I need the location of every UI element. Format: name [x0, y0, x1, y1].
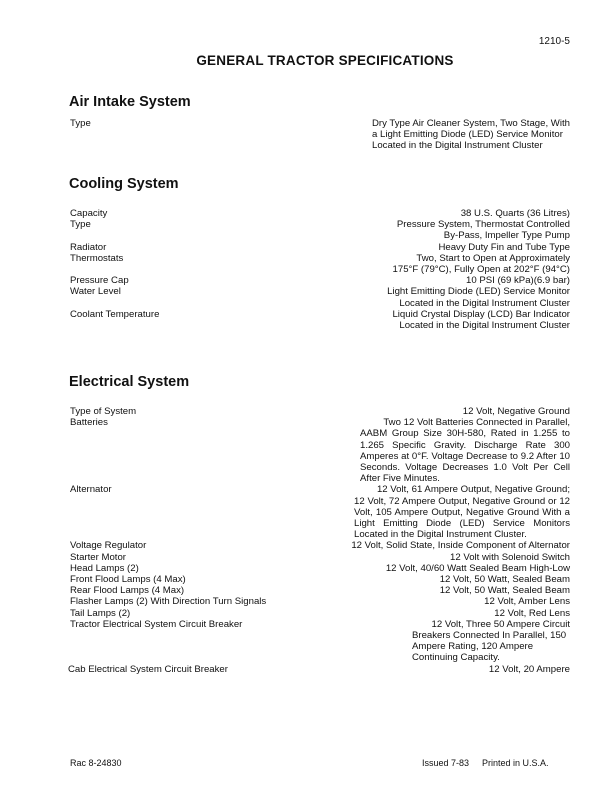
spec-label: Front Flood Lamps (4 Max)	[70, 574, 186, 586]
page-title: GENERAL TRACTOR SPECIFICATIONS	[196, 53, 454, 68]
spec-label: Voltage Regulator	[70, 540, 147, 552]
spec-row	[70, 574, 570, 585]
spec-label: Radiator	[70, 241, 107, 253]
spec-value: 12 Volt, Red Lens	[494, 607, 570, 619]
spec-row-continuation	[70, 230, 570, 241]
spec-row	[70, 484, 570, 495]
spec-row	[70, 242, 570, 253]
spec-value: 12 Volt, 50 Watt, Sealed Beam	[439, 574, 570, 586]
spec-value: 12 Volt, 50 Watt, Sealed Beam	[439, 585, 570, 597]
spec-row	[70, 608, 570, 619]
spec-label: Tractor Electrical System Circuit Breaker	[70, 618, 243, 630]
spec-label: Capacity	[70, 208, 108, 219]
spec-label: Flasher Lamps (2) With Direction Turn Signals	[70, 596, 267, 608]
spec-row	[70, 406, 570, 417]
spec-row	[68, 664, 570, 675]
spec-value: 12 Volt, 20 Ampere	[488, 663, 570, 675]
cooling-spec-list	[70, 208, 570, 331]
spec-value: Heavy Duty Fin and Tube Type	[438, 241, 570, 253]
spec-value: 12 Volt, Three 50 Ampere Circuit	[431, 618, 570, 630]
spec-value: 12 Volt, Amber Lens	[484, 596, 570, 608]
spec-row-continuation	[70, 428, 570, 484]
spec-value: 10 PSI (69 kPa)(6.9 bar)	[466, 275, 570, 287]
spec-row	[70, 619, 570, 630]
spec-row-continuation	[70, 630, 570, 664]
spec-value-continuation: Located in the Digital Instrument Cluster	[399, 320, 570, 332]
spec-value-continuation: By-Pass, Impeller Type Pump	[443, 230, 570, 242]
spec-row	[70, 596, 570, 607]
spec-value: Two, Start to Open at Approximately	[416, 252, 570, 264]
spec-value: Light Emitting Diode (LED) Service Monitor	[387, 286, 570, 298]
spec-row	[70, 540, 570, 551]
spec-label: Starter Motor	[70, 551, 126, 563]
spec-value: Two 12 Volt Batteries Connected in Parallel,	[383, 417, 570, 429]
spec-value: Pressure System, Thermostat Controlled	[396, 219, 570, 231]
spec-row	[70, 118, 570, 152]
spec-value: 12 Volt, 61 Ampere Output, Negative Ground;	[376, 484, 570, 496]
spec-row	[70, 309, 570, 320]
spec-value-continuation: Breakers Connected In Parallel, 150 Ampere Rating, 120 Ampere Continuing Capacity.	[412, 630, 567, 664]
spec-value-continuation: 175°F (79°C), Fully Open at 202°F (94°C)	[392, 264, 570, 276]
spec-row	[70, 275, 570, 286]
spec-label: Cab Electrical System Circuit Breaker	[68, 663, 228, 675]
spec-row	[70, 417, 570, 428]
spec-row	[70, 208, 570, 219]
spec-value: Dry Type Air Cleaner System, Two Stage, With a Light Emitting Diode (LED) Service Monitor Located in the Digital Instrument Cluster	[372, 118, 570, 152]
spec-label: Rear Flood Lamps (4 Max)	[70, 585, 185, 597]
spec-label: Coolant Temperature	[70, 308, 160, 320]
spec-row	[70, 286, 570, 297]
spec-value: 12 Volt, 40/60 Watt Sealed Beam High-Low	[385, 562, 570, 574]
spec-row	[70, 253, 570, 264]
spec-row-continuation	[70, 298, 570, 309]
spec-row-continuation	[70, 496, 570, 541]
section-heading-air-intake: Air Intake System	[69, 94, 191, 110]
spec-value: 12 Volt, Negative Ground	[462, 406, 570, 417]
spec-row	[70, 585, 570, 596]
spec-row	[70, 563, 570, 574]
spec-label: Type	[70, 219, 91, 231]
section-heading-electrical: Electrical System	[69, 374, 190, 390]
footer-printed: Printed in U.S.A.	[482, 758, 549, 768]
section-heading-cooling: Cooling System	[69, 176, 179, 192]
spec-value: 12 Volt with Solenoid Switch	[450, 551, 570, 563]
spec-value-continuation: Located in the Digital Instrument Cluster	[399, 297, 570, 309]
spec-label: Pressure Cap	[70, 275, 129, 287]
spec-row	[70, 219, 570, 230]
spec-label: Thermostats	[70, 252, 124, 264]
spec-label: Tail Lamps (2)	[70, 607, 131, 619]
spec-label: Type of System	[70, 406, 137, 417]
spec-row-continuation	[70, 320, 570, 331]
footer-issued: Issued 7-83	[422, 758, 470, 768]
page-number: 1210-5	[538, 36, 570, 47]
spec-value: 38 U.S. Quarts (36 Litres)	[460, 208, 570, 219]
air-intake-spec-list	[70, 118, 570, 152]
footer-doc-code: Rac 8-24830	[70, 758, 122, 768]
spec-row	[70, 552, 570, 563]
spec-label: Alternator	[70, 484, 112, 496]
spec-value-continuation: 12 Volt, 72 Ampere Output, Negative Ground or 12 Volt, 105 Ampere Output, Negative Ground With a Light Emitting Diode (LED) Service Monitors Located in the Digital Instrument Cluster.	[354, 495, 570, 541]
spec-value: 12 Volt, Solid State, Inside Component of Alternator	[351, 540, 570, 552]
spec-label: Head Lamps (2)	[70, 562, 139, 574]
spec-label: Water Level	[70, 286, 121, 298]
spec-value: Liquid Crystal Display (LCD) Bar Indicator	[392, 308, 570, 320]
spec-label: Batteries	[70, 417, 108, 429]
electrical-spec-list	[70, 406, 570, 675]
spec-label: Type	[70, 118, 91, 129]
spec-row-continuation	[70, 264, 570, 275]
spec-value-continuation: AABM Group Size 30H-580, Rated in 1.255 to 1.265 Specific Gravity. Discharge Rate 300 Amperes at 0°F. Voltage Decrease to 9.2 After 10 Seconds. Voltage Decreases 1.0 Volt Per Cell After Five Minutes.	[360, 428, 570, 485]
